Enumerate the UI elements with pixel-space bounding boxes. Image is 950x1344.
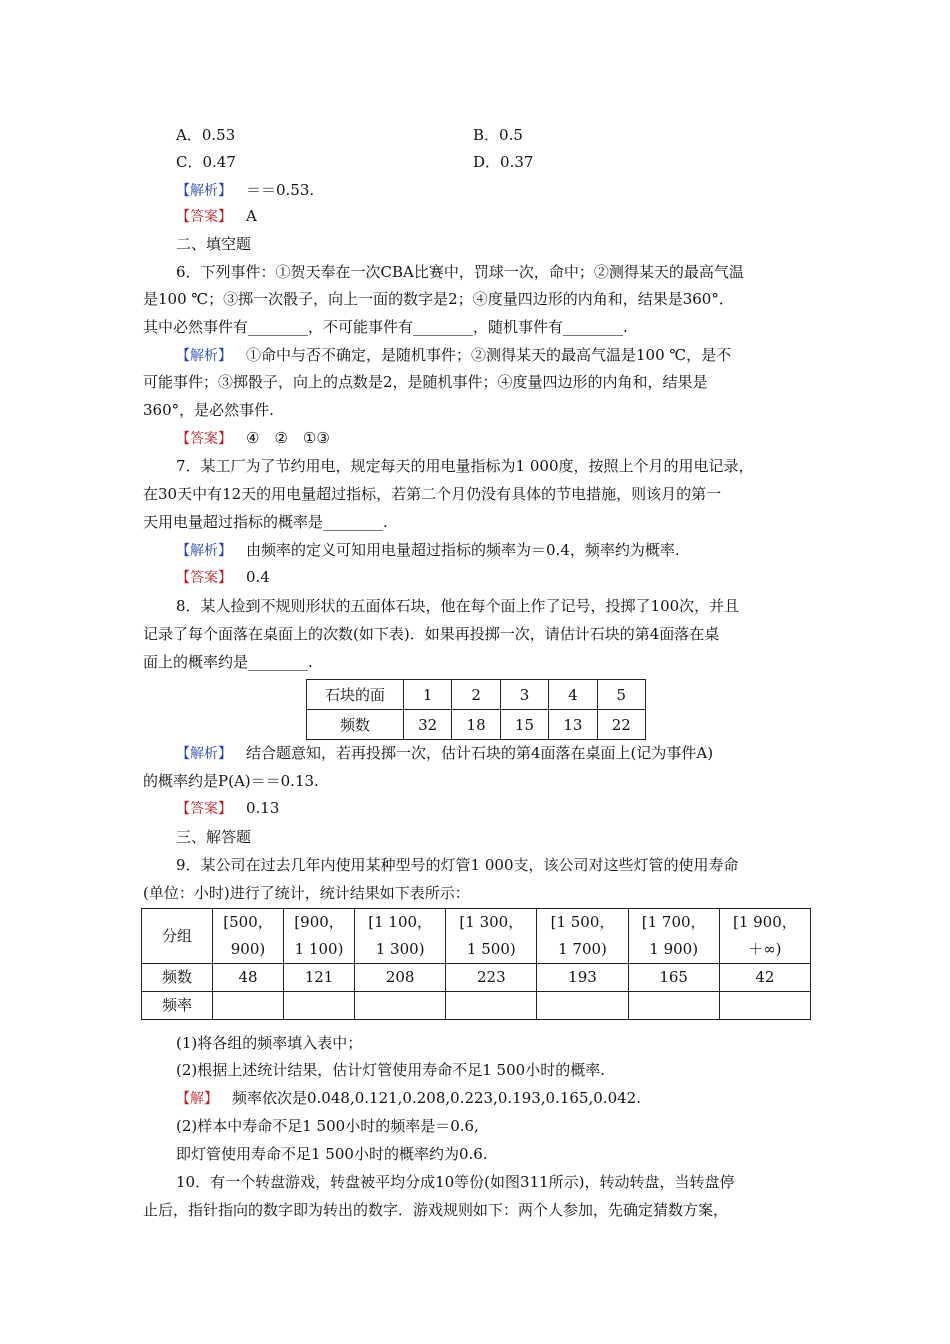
table-cell: [500， 900) — [213, 909, 284, 964]
q9-sub2: (2)根据上述统计结果，估计灯管使用寿命不足1 500小时的概率. — [176, 1061, 605, 1079]
table-cell: 22 — [597, 710, 645, 740]
section-fill-in: 二、填空题 — [176, 235, 252, 253]
q7-line: 在30天中有12天的用电量超过指标，若第二个月仍没有具体的节电措施，则该月的第一 — [143, 485, 722, 503]
table-cell: 3 — [500, 680, 548, 710]
q9-solution: 【解】 频率依次是0.048,0.121,0.208,0.223,0.193,0.165,0.042. — [176, 1089, 641, 1107]
table-cell — [213, 992, 284, 1020]
solution-tag: 【解】 — [176, 1091, 218, 1107]
table-cell: 223 — [446, 964, 537, 992]
table-row — [307, 710, 646, 740]
table-cell — [537, 992, 628, 1020]
q6-line: 其中必然事件有________，不可能事件有________，随机事件有________. — [143, 318, 628, 336]
q7-line: 天用电量超过指标的概率是________. — [143, 513, 388, 531]
table-row — [142, 964, 811, 992]
table-cell: 频数 — [307, 710, 404, 740]
q6-analysis-line: 可能事件；③掷骰子，向上的点数是2，是随机事件；④度量四边形的内角和，结果是 — [143, 373, 708, 391]
q9-solution-line: 即灯管使用寿命不足1 500小时的概率约为0.6. — [176, 1145, 488, 1163]
q6-line: 6．下列事件：①贺天奉在一次CBA比赛中，罚球一次，命中；②测得某天的最高气温 — [176, 263, 744, 281]
q9-solution-line: (2)样本中寿命不足1 500小时的频率是＝0.6, — [176, 1117, 479, 1135]
table-cell: 121 — [284, 964, 355, 992]
table-cell: 48 — [213, 964, 284, 992]
analysis-tag: 【解析】 — [176, 183, 232, 199]
answer-tag: 【答案】 — [176, 209, 232, 225]
table-cell — [719, 992, 810, 1020]
table-row — [307, 680, 646, 710]
q6-answer: 【答案】 ④ ② ①③ — [176, 429, 330, 447]
table-cell: 2 — [452, 680, 500, 710]
table-cell: 32 — [404, 710, 452, 740]
q6-analysis: 【解析】 ①命中与否不确定，是随机事件；②测得某天的最高气温是100 ℃，是不 — [176, 346, 732, 364]
q8-line: 8．某人捡到不规则形状的五面体石块，他在每个面上作了记号，投掷了100次，并且 — [176, 597, 740, 615]
table-cell: 165 — [628, 964, 719, 992]
option-c: C．0.47 — [176, 153, 236, 171]
q9-table — [141, 908, 811, 1020]
table-cell — [628, 992, 719, 1020]
section-solve: 三、解答题 — [176, 828, 252, 846]
table-cell: 频数 — [142, 964, 213, 992]
table-cell: [1 500， 1 700) — [537, 909, 628, 964]
q5-analysis: 【解析】 ＝＝0.53. — [176, 181, 315, 199]
table-cell: 分组 — [142, 909, 213, 964]
q10-line: 止后，指针指向的数字即为转出的数字．游戏规则如下：两个人参加，先确定猜数方案， — [143, 1201, 729, 1219]
table-cell: 42 — [719, 964, 810, 992]
q8-line: 记录了每个面落在桌面上的次数(如下表)．如果再投掷一次，请估计石块的第4面落在桌 — [143, 625, 720, 643]
table-cell: 1 — [404, 680, 452, 710]
table-row — [142, 909, 811, 964]
analysis-tag: 【解析】 — [176, 543, 232, 559]
answer-tag: 【答案】 — [176, 801, 232, 817]
q9-line: (单位：小时)进行了统计，统计结果如下表所示： — [143, 884, 470, 902]
q9-sub1: (1)将各组的频率填入表中； — [176, 1034, 363, 1052]
table-cell — [355, 992, 446, 1020]
table-cell: [1 100， 1 300) — [355, 909, 446, 964]
q5-answer: 【答案】 A — [176, 207, 257, 225]
q8-table — [306, 679, 646, 740]
table-cell: 193 — [537, 964, 628, 992]
table-cell: 15 — [500, 710, 548, 740]
table-cell: [1 300， 1 500) — [446, 909, 537, 964]
table-cell: [1 700， 1 900) — [628, 909, 719, 964]
q8-analysis: 【解析】 结合题意知，若再投掷一次，估计石块的第4面落在桌面上(记为事件A) — [176, 744, 714, 762]
answer-tag: 【答案】 — [176, 570, 232, 586]
q10-line: 10．有一个转盘游戏，转盘被平均分成10等份(如图311所示)，转动转盘，当转盘停 — [176, 1173, 735, 1191]
q8-answer: 【答案】 0.13 — [176, 799, 280, 817]
table-cell — [284, 992, 355, 1020]
table-cell: [1 900， ＋∞) — [719, 909, 810, 964]
option-b: B．0.5 — [473, 126, 523, 144]
table-cell: 13 — [549, 710, 597, 740]
q6-line: 是100 ℃；③掷一次骰子，向上一面的数字是2；④度量四边形的内角和，结果是360°． — [143, 290, 734, 308]
q7-line: 7．某工厂为了节约用电，规定每天的用电量指标为1 000度，按照上个月的用电记录， — [176, 457, 754, 475]
q8-analysis-line: 的概率约是P(A)＝＝0.13. — [143, 772, 319, 790]
table-cell: 4 — [549, 680, 597, 710]
table-cell: [900， 1 100) — [284, 909, 355, 964]
option-d: D．0.37 — [473, 153, 534, 171]
q8-line: 面上的概率约是________. — [143, 653, 313, 671]
analysis-tag: 【解析】 — [176, 746, 232, 762]
table-cell: 208 — [355, 964, 446, 992]
q7-analysis: 【解析】 由频率的定义可知用电量超过指标的频率为＝0.4，频率约为概率. — [176, 541, 680, 559]
q6-analysis-line: 360°，是必然事件. — [143, 401, 274, 419]
option-a: A．0.53 — [176, 126, 236, 144]
table-cell: 石块的面 — [307, 680, 404, 710]
table-row — [142, 992, 811, 1020]
q7-answer: 【答案】 0.4 — [176, 568, 270, 586]
table-cell: 频率 — [142, 992, 213, 1020]
table-cell: 5 — [597, 680, 645, 710]
q9-line: 9．某公司在过去几年内使用某种型号的灯管1 000支，该公司对这些灯管的使用寿命 — [176, 856, 739, 874]
answer-tag: 【答案】 — [176, 431, 232, 447]
table-cell: 18 — [452, 710, 500, 740]
analysis-tag: 【解析】 — [176, 348, 232, 364]
table-cell — [446, 992, 537, 1020]
